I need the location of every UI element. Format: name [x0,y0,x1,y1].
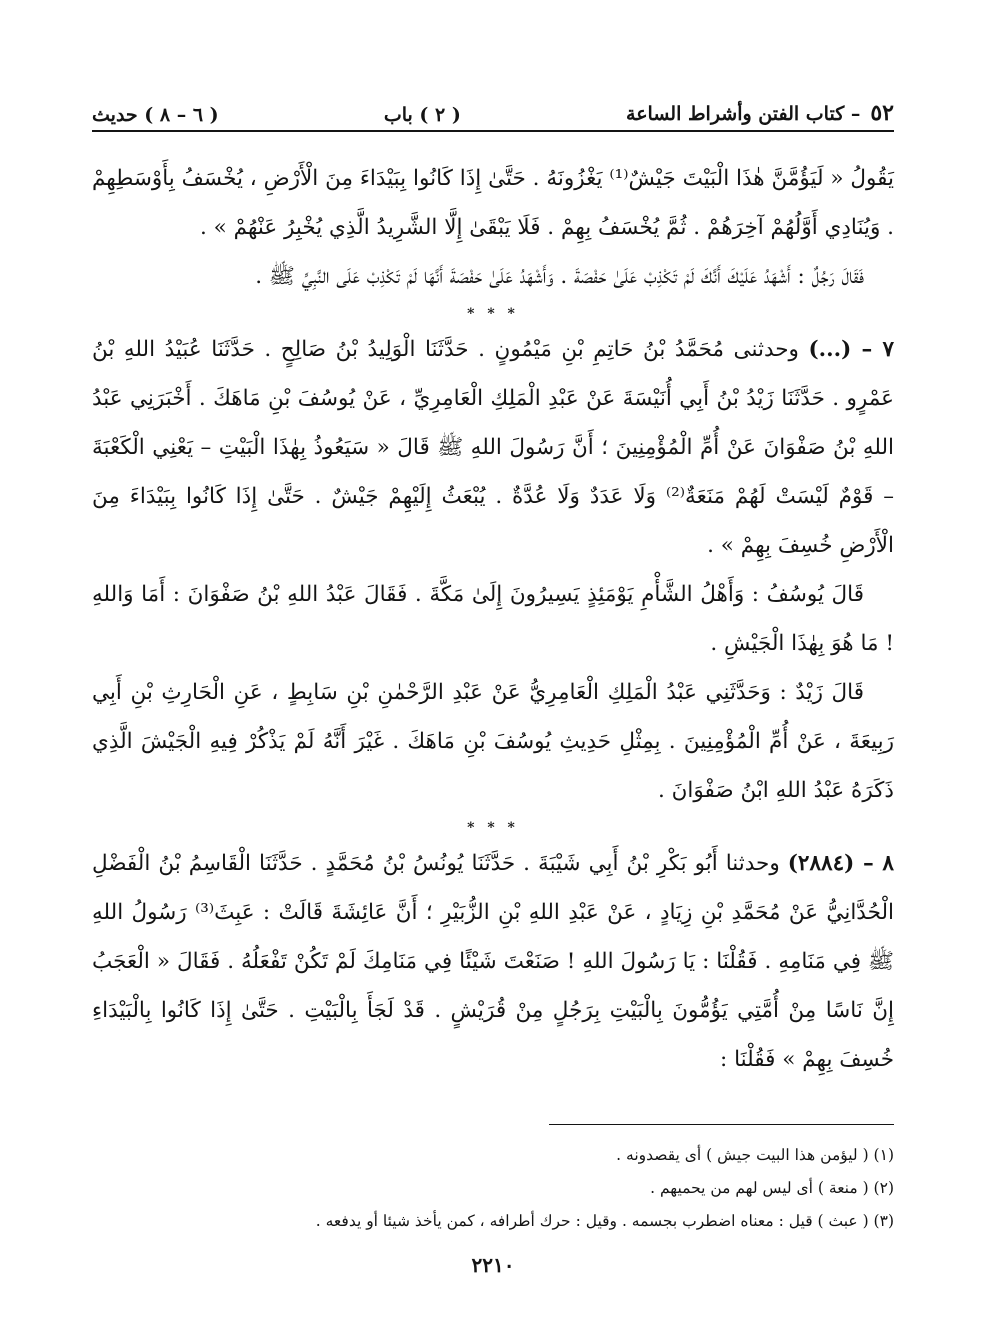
page-number: ٢٢١٠ [471,1253,515,1277]
header-hadith-range: ( ٦ – ٨ ) حديث [92,104,219,126]
header-page-number: ٥٢ [870,100,894,126]
header-chapter: ( ٢ ) باب [383,104,461,126]
hadith-8-text: وحدثنا أَبُو بَكْرِ بْنُ أَبِي شَيْبَةَ . حَدَّثَنَا يُونُسُ بْنُ مُحَمَّدٍ . حَدَّثَنَا الْقَاسِمُ بْنُ الْفَضْلِ الْحُدَّانِيُّ عَنْ مُحَمَّدِ بْنِ زِيَادٍ ، عَنْ عَبْدِ اللهِ بْنِ الزُّبَيْرِ ؛ أَنَّ عَائِشَةَ قَالَتْ : عَبِثَ⁽³⁾ رَسُولُ اللهِ ﷺ فِي مَنَامِهِ . فَقُلْنَا : يَا رَسُولَ اللهِ ! صَنَعْتَ شَيْئًا فِي مَنَامِكَ لَمْ تَكُنْ تَفْعَلُهُ . فَقَالَ « الْعَجَبُ إِنَّ نَاسًا مِنْ أُمَّتِي يَؤُمُّونَ بِالْبَيْتِ بِرَجُلٍ مِنْ قُرَيْشٍ . قَدْ لَجَأَ بِالْبَيْتِ . حَتَّىٰ إِذَا كَانُوا بِالْبَيْدَاءِ خُسِفَ بِهِمْ » فَقُلْنَا : [92,851,894,1072]
paragraph-1: يَقُولُ « لَيَؤُمَّنَّ هٰذَا الْبَيْتَ جَيْشٌ⁽¹⁾ يَغْزُونَهُ . حَتَّىٰ إِذَا كَانُوا بِبَيْدَاءَ مِنَ الْأَرْضِ ، يُخْسَفُ بِأَوْسَطِهِمْ . وَيُنَادِي أَوَّلُهُمْ آخِرَهُمْ . ثُمَّ يُخْسَفُ بِهِمْ . فَلَا يَبْقَىٰ إِلَّا الشَّرِيدُ الَّذِي يُخْبِرُ عَنْهُمْ » . [92,166,895,240]
hadith-7-text: وحدثنى مُحَمَّدُ بْنُ حَاتِمِ بْنِ مَيْمُونٍ . حَدَّثَنَا الْوَلِيدُ بْنُ صَالِحٍ . حَدَّثَنَا عُبَيْدُ اللهِ بْنُ عَمْرٍو . حَدَّثَنَا زَيْدُ بْنُ أَبِي أُنَيْسَةَ عَنْ عَبْدِ الْمَلِكِ الْعَامِرِيِّ ، عَنْ يُوسُفَ بْنِ مَاهَكَ . أَخْبَرَنِي عَبْدُ اللهِ بْنُ صَفْوَانَ عَنْ أُمِّ الْمُؤْمِنِينَ ؛ أَنَّ رَسُولَ اللهِ ﷺ قَالَ « سَيَعُوذُ بِهٰذَا الْبَيْتِ – يَعْنِي الْكَعْبَةَ – قَوْمٌ لَيْسَتْ لَهُمْ مَنَعَةٌ⁽²⁾ وَلَا عَدَدٌ وَلَا عُدَّةٌ . يُبْعَثُ إِلَيْهِمْ جَيْشٌ . حَتَّىٰ إِذَا كَانُوا بِبَيْدَاءَ مِنَ الْأَرْضِ خُسِفَ بِهِمْ » . [92,337,894,558]
paragraph-2: فَقَالَ رَجُلٌ : أَشْهَدُ عَلَيْكَ أَنَّكَ لَمْ تَكْذِبْ عَلَىٰ حَفْصَةَ . وَأَشْهَدُ عَلَىٰ حَفْصَةَ أَنَّهَا لَمْ تَكْذِبْ عَلَى النَّبِيِّ ﷺ . [255,264,864,289]
section-separator-2: * * * [467,820,519,836]
footnote-2: (٢) ( منعة ) أى ليس لهم من يحميهم . [650,1179,894,1197]
main-text [92,132,894,1084]
header-book-title: – كتاب الفتن وأشراط الساعة [626,103,861,125]
hadith-8-number: ٨ – (٢٨٨٤) [787,851,894,876]
footnote-3: (٣) ( عبث ) قيل : معناه اضطرب بجسمه . وقيل : حرك أطرافه ، كمن يأخذ شيئا أو يدفعه . [315,1212,894,1230]
header-right [626,100,894,126]
section-separator: * * * [467,306,519,322]
footnote-divider [549,1124,894,1125]
paragraph-5: قَالَ زَيْدٌ : وَحَدَّثَنِي عَبْدُ الْمَلِكِ الْعَامِرِيُّ عَنْ عَبْدِ الرَّحْمٰنِ بْنِ سَابِطٍ ، عَنِ الْحَارِثِ بْنِ أَبِي رَبِيعَةَ ، عَنْ أُمِّ الْمُؤْمِنِينَ . بِمِثْلِ حَدِيثِ يُوسُفَ بْنِ مَاهَكَ . غَيْرَ أَنَّهُ لَمْ يَذْكُرْ فِيهِ الْجَيْشَ الَّذِي ذَكَرَهُ عَبْدُ اللهِ ابْنُ صَفْوَانَ . [92,680,894,803]
page [92,88,895,1277]
paragraph-4: قَالَ يُوسُفُ : وَأَهْلُ الشَّأْمِ يَوْمَئِذٍ يَسِيرُونَ إِلَىٰ مَكَّةَ . فَقَالَ عَبْدُ اللهِ بْنُ صَفْوَانَ : أَمَا وَاللهِ ! مَا هُوَ بِهٰذَا الْجَيْشِ . [92,582,894,656]
hadith-7-number: ٧ – (...) [808,337,895,362]
footnotes [92,1139,894,1238]
hadith-7 [92,325,894,570]
footnote-1: (١) ( ليؤمن هذا البيت جيش ) أى يقصدونه . [616,1146,894,1164]
running-header [92,88,894,132]
hadith-8 [92,839,894,1084]
